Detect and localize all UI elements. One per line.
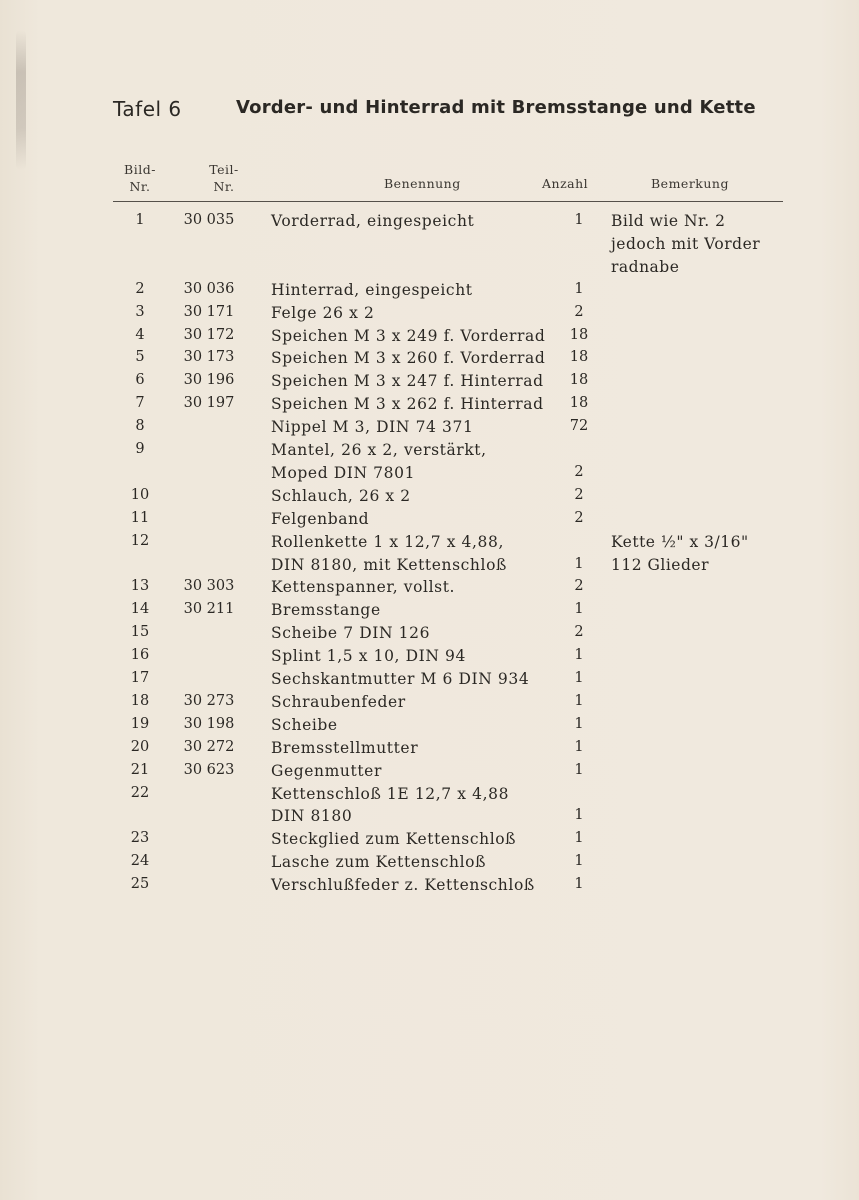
cell-benennung: Scheibe: [271, 715, 338, 734]
cell-bemerkung: 112 Glieder: [611, 555, 709, 574]
cell-anzahl: 2: [574, 578, 584, 595]
cell-benennung: Kettenschloß 1E 12,7 x 4,88: [271, 784, 510, 803]
cell-bild: 12: [130, 532, 150, 549]
table-row: [0, 556, 859, 579]
cell-bild: 23: [130, 830, 150, 847]
cell-bild: 10: [130, 486, 150, 503]
cell-bemerkung: Bild wie Nr. 2: [611, 212, 726, 230]
cell-teil-nr: 30 035: [183, 212, 235, 228]
table-row: [0, 395, 859, 418]
cell-benennung: Speichen M 3 x 260 f. Vorderrad: [271, 349, 546, 368]
cell-teil-nr: 30 197: [183, 395, 235, 412]
cell-bild: 25: [130, 876, 150, 893]
cell-bild: 2: [135, 280, 145, 297]
table-row: [0, 830, 859, 853]
table-row: [0, 464, 859, 487]
table-row: [0, 876, 859, 899]
cell-bild: 17: [130, 670, 150, 686]
cell-benennung: Kettenspanner, vollst.: [271, 578, 456, 597]
scan-edge-mark: [16, 30, 26, 170]
cell-teil-nr: 30 173: [183, 349, 235, 366]
column-header-teil: Teil- Nr.: [209, 162, 239, 194]
cell-bild: 19: [130, 715, 150, 732]
page-title: Vorder- und Hinterrad mit Bremsstange und Kette: [236, 97, 756, 118]
cell-benennung: Felgenband: [271, 509, 370, 528]
cell-benennung: Splint 1,5 x 10, DIN 94: [271, 647, 466, 666]
cell-benennung: Speichen M 3 x 247 f. Hinterrad: [271, 372, 544, 391]
table-row: [0, 716, 859, 739]
cell-anzahl: 1: [574, 601, 584, 618]
cell-teil-nr: 30 172: [183, 326, 235, 343]
cell-bild: 11: [130, 509, 150, 526]
cell-anzahl: 1: [574, 807, 584, 824]
cell-teil-nr: 30 303: [183, 578, 235, 595]
cell-bild: 6: [135, 372, 145, 389]
cell-anzahl: 1: [574, 876, 584, 893]
table-row: [0, 281, 859, 304]
table-row: [0, 510, 859, 533]
cell-benennung: Sechskantmutter M 6 DIN 934: [271, 670, 530, 688]
table-row: [0, 349, 859, 372]
cell-bild: 21: [130, 761, 150, 778]
column-header-anzahl: Anzahl: [542, 176, 589, 191]
cell-benennung: DIN 8180, mit Kettenschloß: [271, 555, 507, 574]
cell-bild: 13: [130, 578, 150, 595]
cell-anzahl: 1: [574, 830, 584, 847]
cell-teil-nr: 30 272: [183, 738, 235, 755]
cell-benennung: Scheibe 7 DIN 126: [271, 624, 431, 643]
page-header: [113, 97, 813, 127]
table-row: [0, 693, 859, 716]
cell-anzahl: 2: [574, 509, 584, 526]
table-row: [0, 601, 859, 624]
table-row: [0, 739, 859, 762]
cell-bild: 22: [130, 784, 150, 801]
cell-bild: 7: [135, 395, 145, 412]
table-row: [0, 441, 859, 464]
table-row: [0, 304, 859, 327]
table-row: [0, 647, 859, 670]
cell-bild: 9: [135, 441, 145, 457]
cell-anzahl: 1: [574, 212, 584, 228]
cell-anzahl: 1: [574, 647, 584, 664]
cell-anzahl: 2: [574, 486, 584, 503]
cell-bemerkung: radnabe: [611, 257, 680, 276]
table-row: [0, 807, 859, 830]
cell-benennung: Vorderrad, eingespeicht: [271, 212, 475, 230]
table-row: [0, 212, 859, 235]
table-row: [0, 624, 859, 647]
cell-teil-nr: 30 171: [183, 303, 235, 320]
cell-benennung: Mantel, 26 x 2, verstärkt,: [271, 441, 487, 459]
cell-anzahl: 18: [569, 395, 589, 412]
cell-anzahl: 1: [574, 738, 584, 755]
table-row: [0, 327, 859, 350]
cell-anzahl: 2: [574, 463, 584, 480]
table-row: [0, 670, 859, 693]
cell-bild: 24: [130, 853, 150, 870]
cell-bemerkung: Kette ½" x 3/16": [611, 532, 749, 551]
cell-benennung: Schlauch, 26 x 2: [271, 486, 411, 505]
cell-benennung: Speichen M 3 x 249 f. Vorderrad: [271, 326, 546, 345]
cell-benennung: Lasche zum Kettenschloß: [271, 853, 487, 872]
cell-benennung: Rollenkette 1 x 12,7 x 4,88,: [271, 532, 504, 551]
cell-benennung: Verschlußfeder z. Kettenschloß: [271, 876, 535, 895]
cell-benennung: DIN 8180: [271, 807, 353, 826]
cell-bild: 20: [130, 738, 150, 755]
cell-anzahl: 1: [574, 715, 584, 732]
cell-benennung: Felge 26 x 2: [271, 303, 375, 322]
cell-anzahl: 1: [574, 280, 584, 297]
cell-bild: 5: [135, 349, 145, 366]
cell-teil-nr: 30 623: [183, 761, 235, 778]
cell-bild: 4: [135, 326, 145, 343]
cell-teil-nr: 30 196: [183, 372, 235, 389]
plate-number: Tafel 6: [113, 97, 182, 121]
column-header-benennung: Benennung: [384, 176, 461, 191]
cell-teil-nr: 30 273: [183, 692, 235, 709]
cell-benennung: Nippel M 3, DIN 74 371: [271, 418, 474, 437]
cell-anzahl: 2: [574, 624, 584, 641]
cell-bild: 15: [130, 624, 150, 641]
cell-teil-nr: 30 211: [183, 601, 235, 618]
cell-teil-nr: 30 198: [183, 715, 235, 732]
table-row: [0, 372, 859, 395]
cell-bild: 18: [130, 692, 150, 709]
table-row: [0, 785, 859, 808]
cell-anzahl: 72: [569, 418, 589, 435]
cell-anzahl: 1: [574, 692, 584, 709]
cell-bild: 14: [130, 601, 150, 618]
cell-benennung: Moped DIN 7801: [271, 463, 416, 482]
cell-anzahl: 1: [574, 670, 584, 686]
table-row: [0, 762, 859, 785]
cell-benennung: Speichen M 3 x 262 f. Hinterrad: [271, 395, 544, 414]
cell-benennung: Gegenmutter: [271, 761, 382, 780]
cell-bild: 8: [135, 418, 145, 435]
table-row: [0, 235, 859, 258]
table-row: [0, 418, 859, 441]
table-row: [0, 258, 859, 281]
cell-benennung: Bremsstange: [271, 601, 381, 620]
table-row: [0, 853, 859, 876]
cell-bild: 1: [135, 212, 145, 228]
column-header-bild: Bild- Nr.: [124, 162, 156, 194]
cell-bild: 3: [135, 303, 145, 320]
table-row: [0, 578, 859, 601]
cell-anzahl: 1: [574, 853, 584, 870]
cell-teil-nr: 30 036: [183, 280, 235, 297]
cell-anzahl: 1: [574, 555, 584, 572]
table-row: [0, 533, 859, 556]
cell-anzahl: 2: [574, 303, 584, 320]
table-row: [0, 487, 859, 510]
cell-benennung: Bremsstellmutter: [271, 738, 419, 757]
cell-benennung: Hinterrad, eingespeicht: [271, 280, 473, 299]
cell-anzahl: 1: [574, 761, 584, 778]
column-header-bemerkung: Bemerkung: [651, 176, 729, 191]
cell-anzahl: 18: [569, 372, 589, 389]
cell-bild: 16: [130, 647, 150, 664]
cell-benennung: Steckglied zum Kettenschloß: [271, 830, 517, 849]
cell-benennung: Schraubenfeder: [271, 692, 406, 711]
header-rule: [113, 201, 783, 202]
cell-bemerkung: jedoch mit Vorder: [611, 234, 761, 253]
cell-anzahl: 18: [569, 326, 589, 343]
cell-anzahl: 18: [569, 349, 589, 366]
